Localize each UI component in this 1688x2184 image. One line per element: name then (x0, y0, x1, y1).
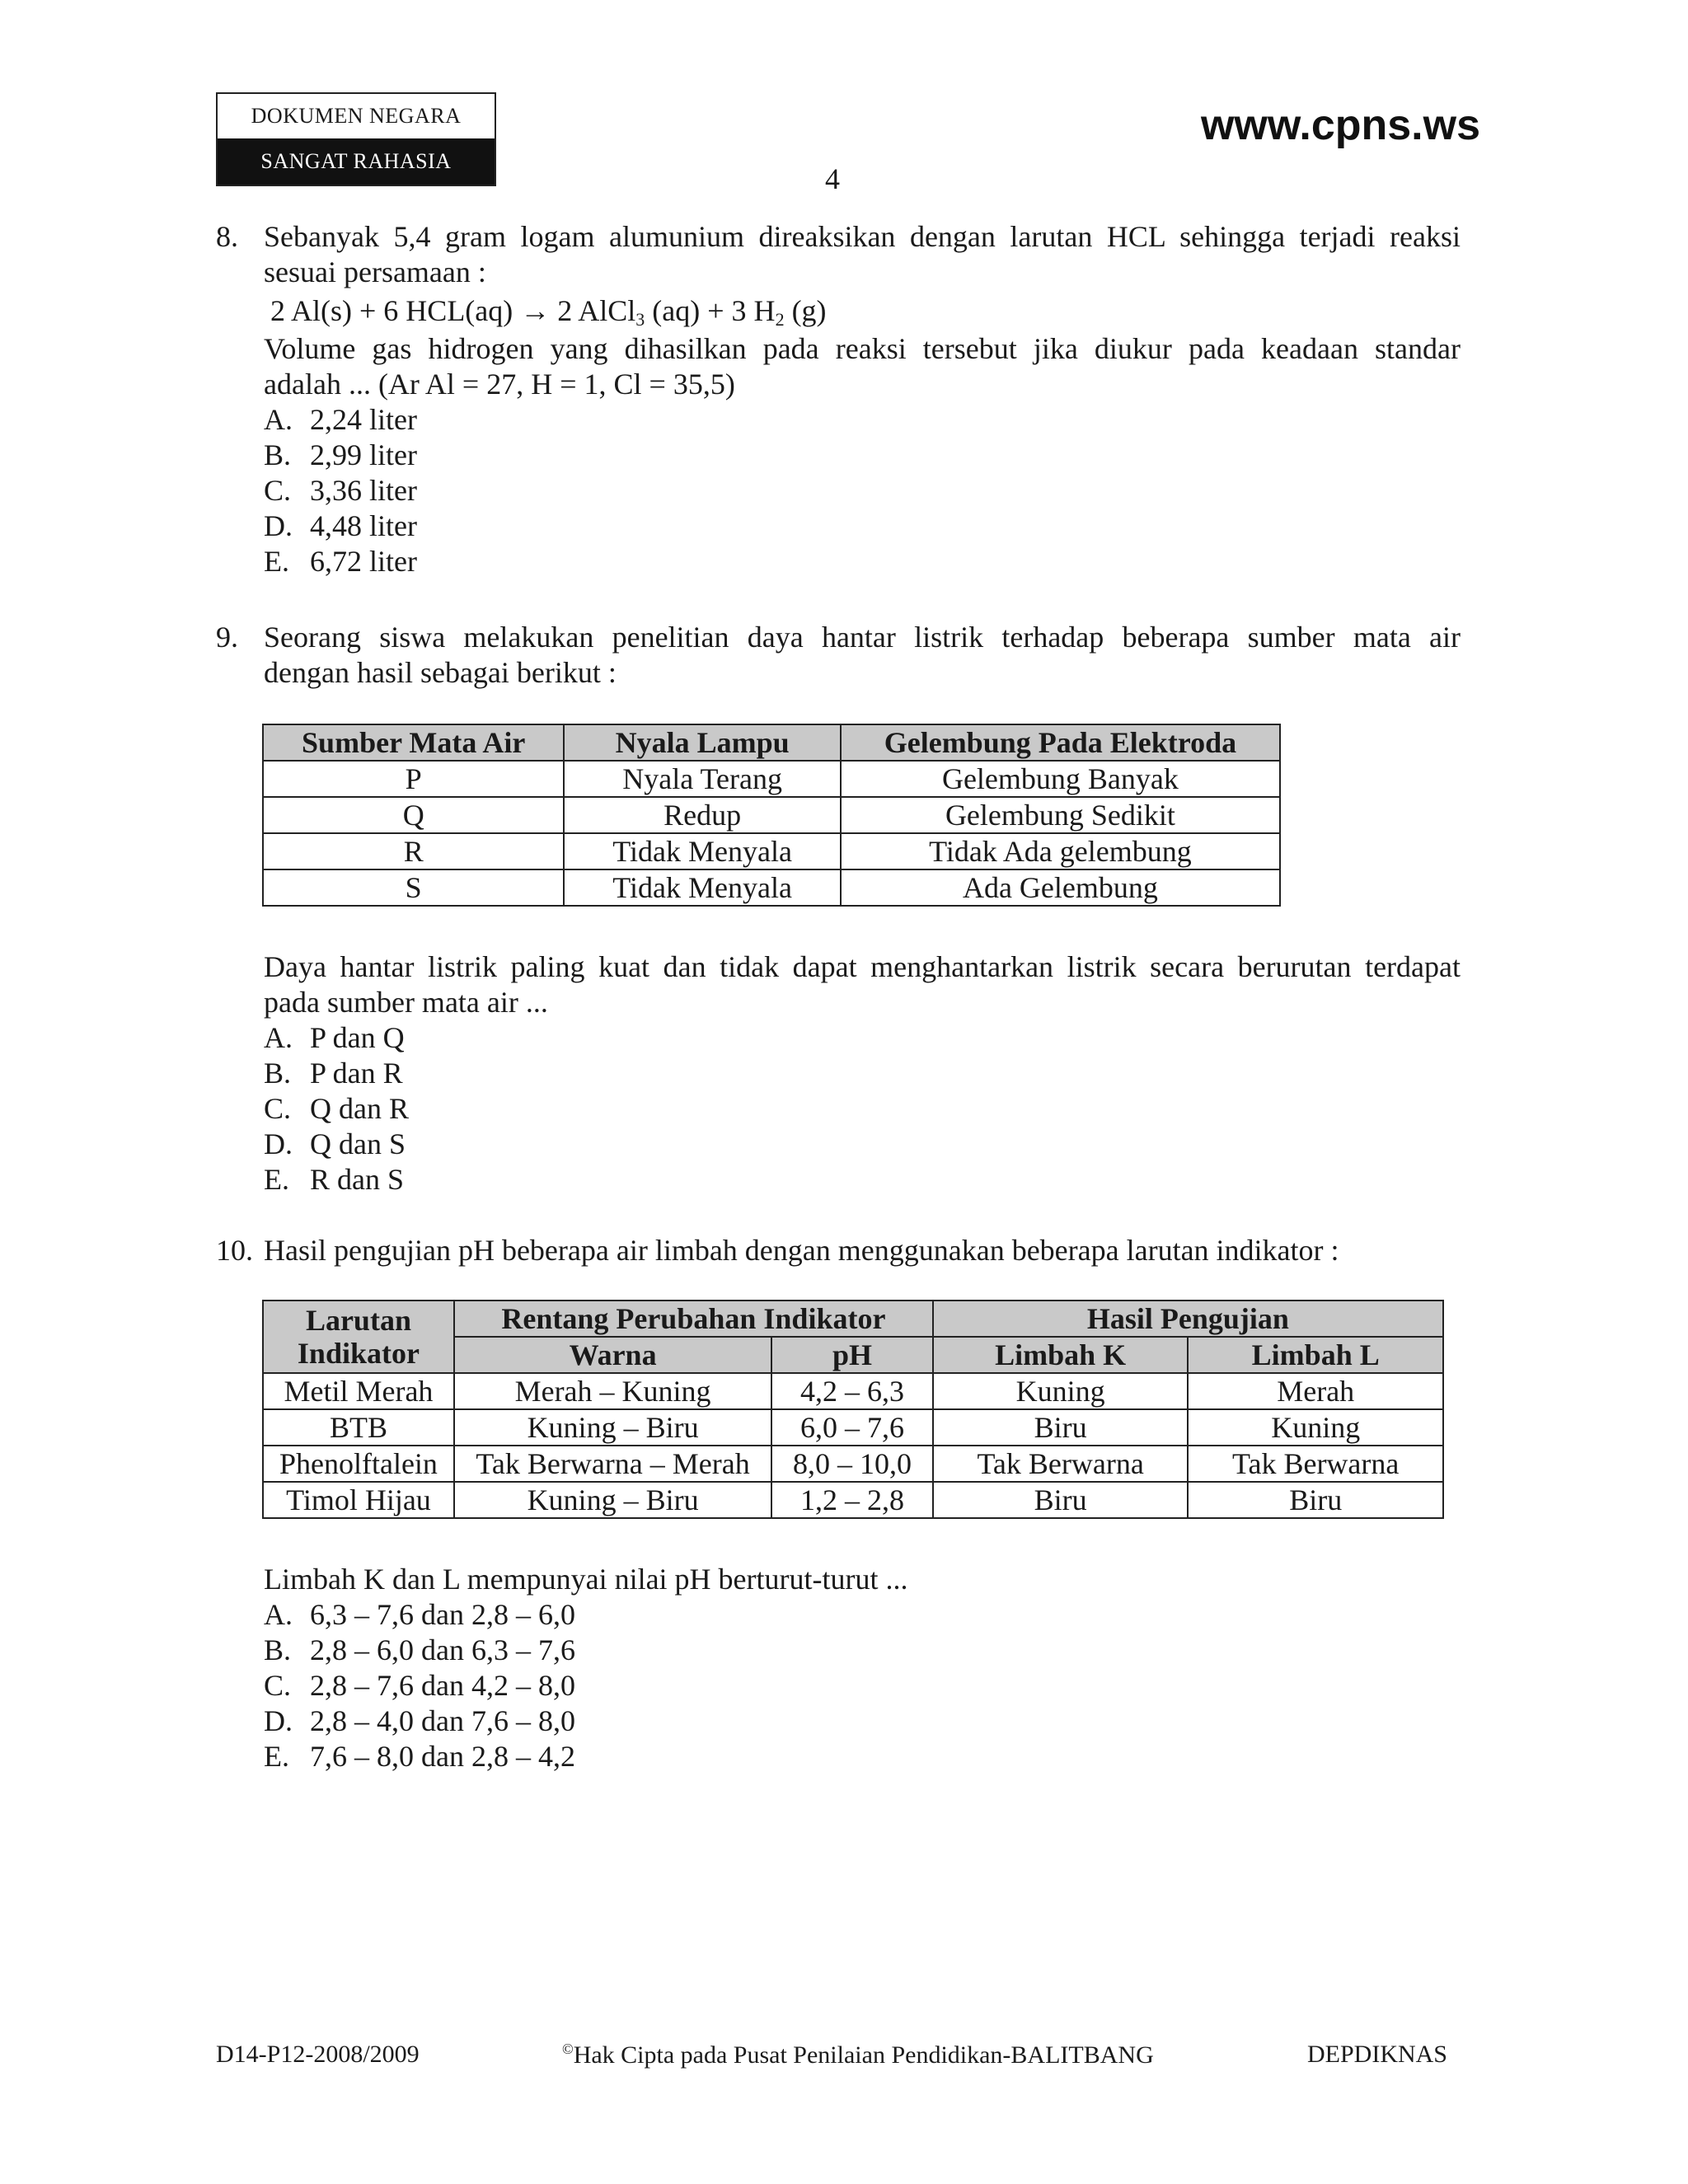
option-text: 2,8 – 6,0 dan 6,3 – 7,6 (310, 1633, 575, 1666)
question-text: adalah ... (Ar Al = 27, H = 1, Cl = 35,5) (264, 368, 735, 401)
page-number: 4 (825, 162, 840, 195)
table-cell: Tidak Menyala (564, 869, 840, 906)
table-cell: S (263, 869, 564, 906)
option-letter: A. (264, 1598, 293, 1631)
table-cell: Kuning – Biru (454, 1409, 771, 1446)
table-cell: Tak Berwarna (1188, 1446, 1443, 1482)
question-number: 9. (216, 621, 238, 654)
answer-option[interactable] (264, 1127, 1461, 1162)
option-letter: D. (264, 1127, 293, 1160)
option-text: R dan S (310, 1163, 405, 1196)
column-header: Limbah L (1188, 1337, 1443, 1373)
answer-option[interactable] (264, 1633, 1461, 1668)
equation-part: (aq) + 3 H (645, 294, 776, 327)
answer-option[interactable] (264, 438, 1461, 473)
footer-copyright (562, 2041, 1154, 2069)
answer-options (264, 402, 1461, 579)
table-header-row (263, 724, 1280, 761)
table-cell: Tidak Ada gelembung (841, 833, 1280, 869)
answer-options (264, 1597, 1461, 1774)
conductivity-table (262, 724, 1281, 907)
table-cell: Redup (564, 797, 840, 833)
option-letter: C. (264, 1669, 292, 1702)
option-letter: C. (264, 474, 292, 507)
column-header: Warna (454, 1337, 771, 1373)
table-row (263, 797, 1280, 833)
option-text: P dan R (310, 1057, 403, 1090)
column-header: pH (771, 1337, 933, 1373)
option-letter: B. (264, 1057, 292, 1090)
table-cell: Phenolftalein (263, 1446, 454, 1482)
option-text: P dan Q (310, 1021, 405, 1054)
column-header: Rentang Perubahan Indikator (454, 1301, 933, 1337)
option-letter: B. (264, 438, 292, 471)
question-text: Volume gas hidrogen yang dihasilkan pada reaksi tersebut jika diukur pada keadaan standar (264, 332, 1461, 365)
question-text: sesuai persamaan : (264, 255, 486, 288)
answer-option[interactable] (264, 1020, 1461, 1056)
table-cell: BTB (263, 1409, 454, 1446)
answer-option[interactable] (264, 1162, 1461, 1197)
table-cell: Kuning (933, 1373, 1189, 1409)
table-row (263, 1409, 1443, 1446)
table-cell: R (263, 833, 564, 869)
classification-box (216, 92, 496, 186)
column-header: Hasil Pengujian (933, 1301, 1443, 1337)
option-letter: E. (264, 1740, 289, 1773)
table-row (263, 1373, 1443, 1409)
answer-options (264, 1020, 1461, 1197)
footer-department: DEPDIKNAS (1306, 2041, 1447, 2068)
answer-option[interactable] (264, 1091, 1461, 1127)
option-letter: A. (264, 1021, 293, 1054)
option-letter: D. (264, 1704, 293, 1737)
option-text: 3,36 liter (310, 474, 417, 507)
equation-part: 2 Al(s) + 6 HCL(aq) → 2 AlCl (270, 294, 636, 327)
table-cell: Nyala Terang (564, 761, 840, 797)
answer-option[interactable] (264, 402, 1461, 438)
column-header: Larutan Indikator (263, 1301, 454, 1373)
table-cell: Gelembung Sedikit (841, 797, 1280, 833)
option-text: 2,8 – 4,0 dan 7,6 – 8,0 (310, 1704, 575, 1737)
answer-option[interactable] (264, 544, 1461, 579)
column-header: Nyala Lampu (564, 724, 840, 761)
site-watermark: www.cpns.ws (1200, 101, 1480, 149)
table-cell: P (263, 761, 564, 797)
table-row (263, 1482, 1443, 1518)
answer-option[interactable] (264, 473, 1461, 509)
answer-option[interactable] (264, 509, 1461, 544)
table-cell: Tak Berwarna – Merah (454, 1446, 771, 1482)
question-text: Seorang siswa melakukan penelitian daya hantar listrik terhadap beberapa sumber mata air (264, 621, 1461, 654)
column-header: Gelembung Pada Elektroda (841, 724, 1280, 761)
question-number: 10. (216, 1234, 253, 1267)
equation-part: (g) (784, 294, 827, 327)
option-letter: C. (264, 1092, 292, 1125)
column-header: Sumber Mata Air (263, 724, 564, 761)
table-cell: Q (263, 797, 564, 833)
table-row (263, 1446, 1443, 1482)
table-cell: 4,2 – 6,3 (771, 1373, 933, 1409)
table-row (263, 869, 1280, 906)
table-cell: Biru (1188, 1482, 1443, 1518)
option-text: 6,72 liter (310, 545, 417, 578)
indicator-table (262, 1300, 1444, 1519)
question-8 (216, 219, 1461, 579)
option-text: 2,8 – 7,6 dan 4,2 – 8,0 (310, 1669, 575, 1702)
question-text: pada sumber mata air ... (264, 986, 548, 1019)
option-text: Q dan R (310, 1092, 409, 1125)
chemical-equation (264, 290, 1461, 331)
doc-classification-top: DOKUMEN NEGARA (251, 104, 462, 128)
table-cell: Merah (1188, 1373, 1443, 1409)
question-10 (216, 1233, 1461, 1268)
option-letter: A. (264, 403, 293, 436)
option-text: 2,24 liter (310, 403, 417, 436)
option-text: 2,99 liter (310, 438, 417, 471)
table-cell: Tidak Menyala (564, 833, 840, 869)
table-cell: Merah – Kuning (454, 1373, 771, 1409)
answer-option[interactable] (264, 1056, 1461, 1091)
table-cell: Biru (933, 1409, 1189, 1446)
doc-classification-bottom: SANGAT RAHASIA (218, 138, 495, 185)
question-9 (216, 620, 1461, 691)
copyright-symbol: © (562, 2041, 574, 2057)
option-letter: B. (264, 1633, 292, 1666)
question-10-continued (216, 1562, 1461, 1774)
question-9-continued (216, 949, 1461, 1197)
footer-code: D14-P12-2008/2009 (216, 2041, 420, 2068)
question-text: Limbah K dan L mempunyai nilai pH berturut-turut ... (264, 1563, 908, 1596)
table-cell: Metil Merah (263, 1373, 454, 1409)
table-cell: 1,2 – 2,8 (771, 1482, 933, 1518)
answer-option[interactable] (264, 1597, 1461, 1633)
option-letter: E. (264, 1163, 289, 1196)
equation-subscript: 2 (775, 309, 785, 330)
question-number: 8. (216, 220, 238, 253)
table-cell: Kuning (1188, 1409, 1443, 1446)
table-cell: Kuning – Biru (454, 1482, 771, 1518)
table-cell: Gelembung Banyak (841, 761, 1280, 797)
question-text: dengan hasil sebagai berikut : (264, 656, 617, 689)
table-cell: 6,0 – 7,6 (771, 1409, 933, 1446)
question-text: Sebanyak 5,4 gram logam alumunium direaksikan dengan larutan HCL sehingga terjadi reaksi (264, 220, 1461, 253)
table-cell: 8,0 – 10,0 (771, 1446, 933, 1482)
table-cell: Ada Gelembung (841, 869, 1280, 906)
option-text: 6,3 – 7,6 dan 2,8 – 6,0 (310, 1598, 575, 1631)
table-cell: Tak Berwarna (933, 1446, 1189, 1482)
option-letter: E. (264, 545, 289, 578)
option-text: 4,48 liter (310, 509, 417, 542)
answer-option[interactable] (264, 1704, 1461, 1739)
table-cell: Timol Hijau (263, 1482, 454, 1518)
table-header-row (263, 1301, 1443, 1337)
equation-subscript: 3 (635, 309, 645, 330)
option-letter: D. (264, 509, 293, 542)
option-text: Q dan S (310, 1127, 406, 1160)
column-header: Limbah K (933, 1337, 1189, 1373)
answer-option[interactable] (264, 1668, 1461, 1704)
option-text: 7,6 – 8,0 dan 2,8 – 4,2 (310, 1740, 575, 1773)
footer-copyright-text: Hak Cipta pada Pusat Penilaian Pendidikan-BALITBANG (573, 2041, 1154, 2069)
table-cell: Biru (933, 1482, 1189, 1518)
answer-option[interactable] (264, 1739, 1461, 1774)
question-text: Daya hantar listrik paling kuat dan tidak dapat menghantarkan listrik secara berurutan terdapat (264, 950, 1461, 983)
table-row (263, 761, 1280, 797)
table-row (263, 833, 1280, 869)
question-text: Hasil pengujian pH beberapa air limbah dengan menggunakan beberapa larutan indikator : (264, 1234, 1339, 1267)
